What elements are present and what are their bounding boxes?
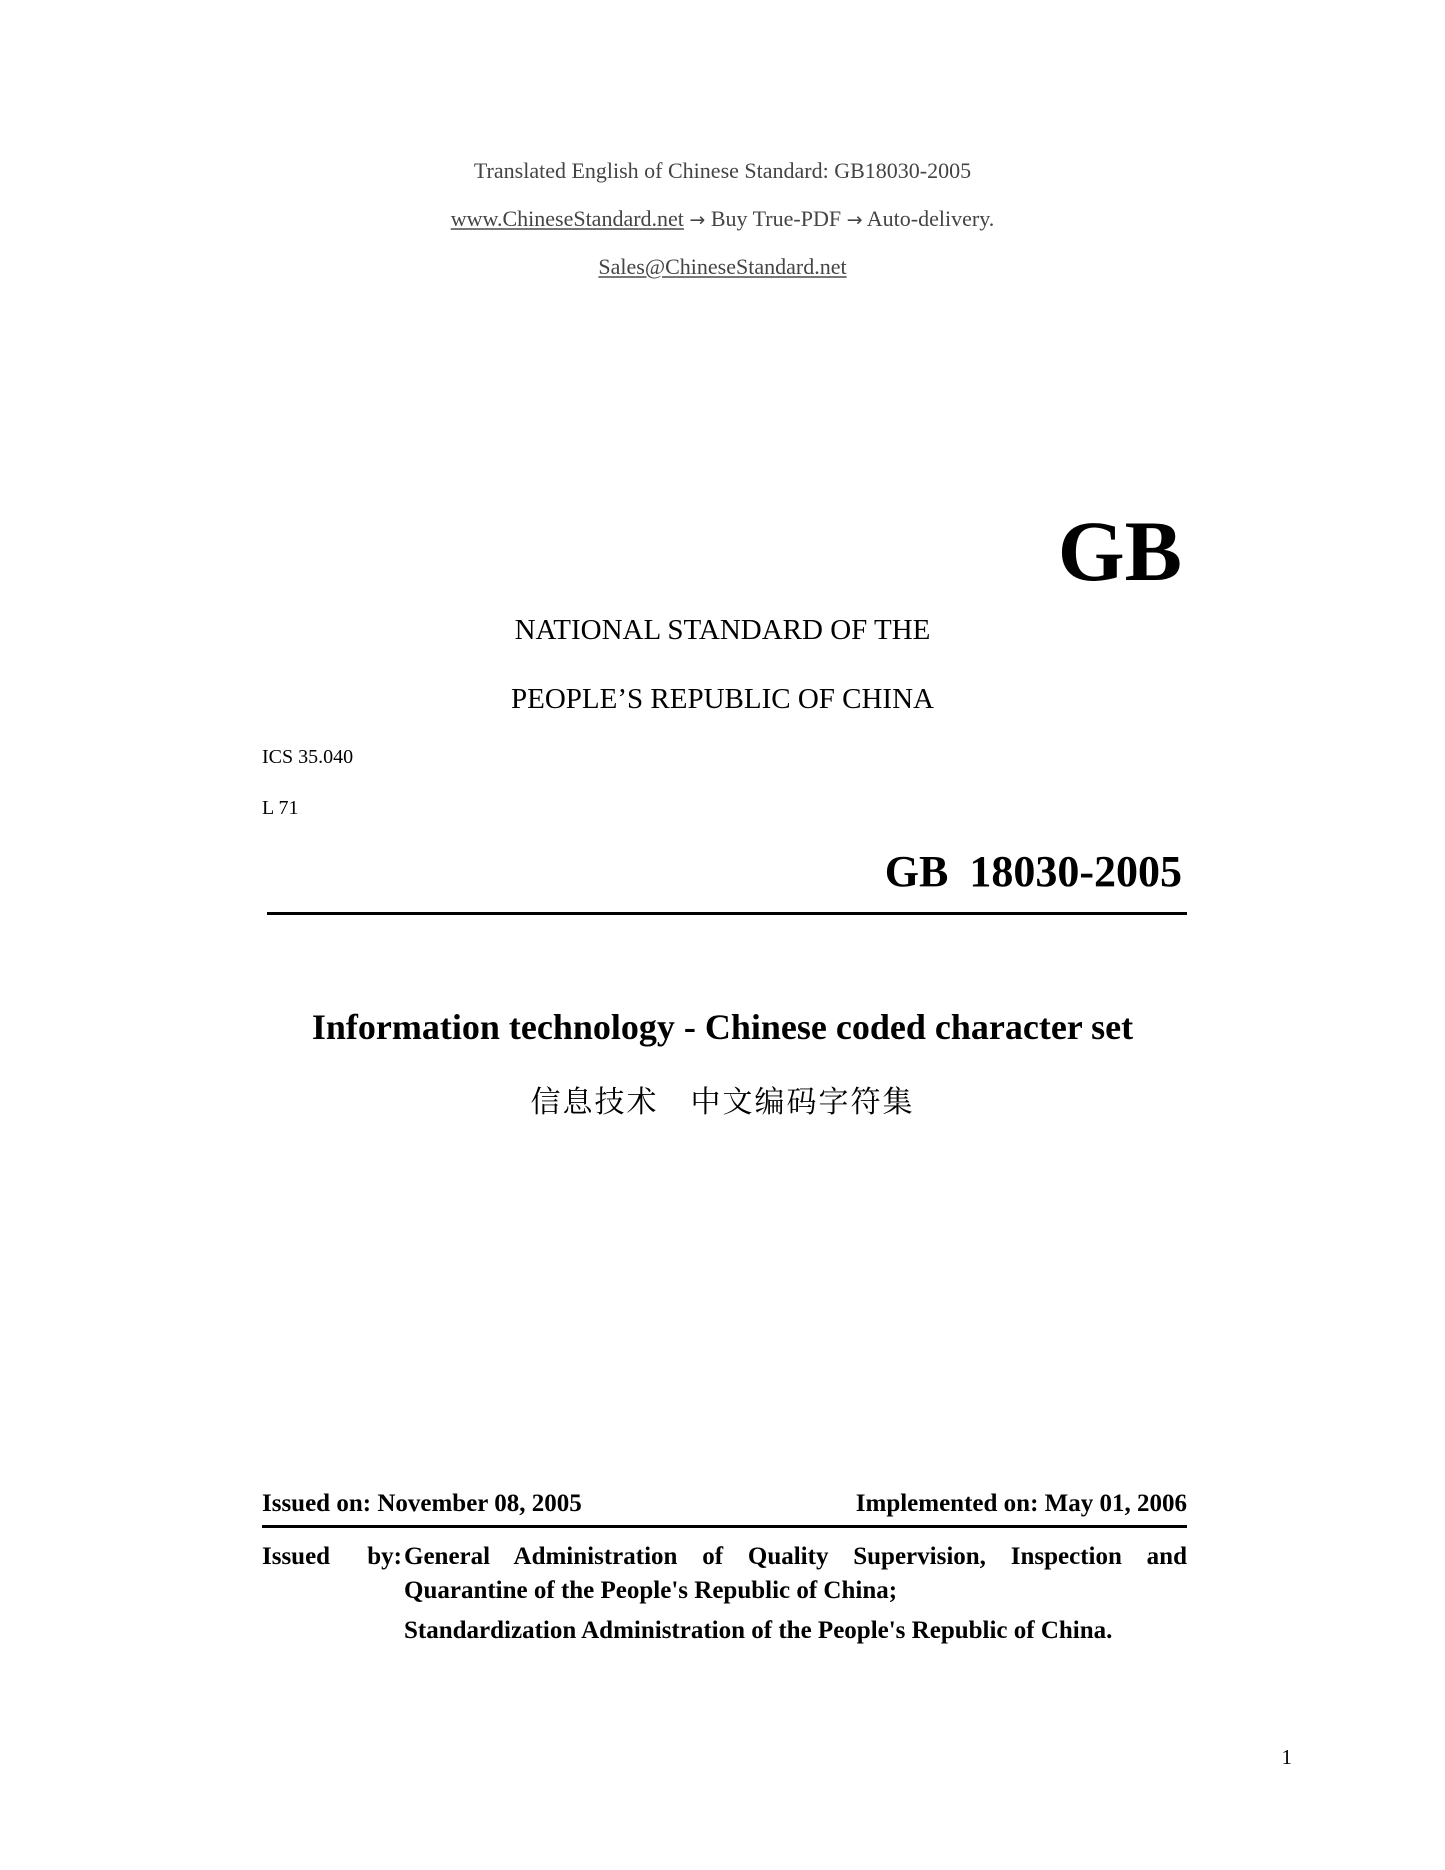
page-number: 1	[1281, 1745, 1292, 1769]
issued-by-block	[262, 1540, 1187, 1610]
ics-code: ICS 35.040	[262, 746, 354, 768]
site-link[interactable]: www.ChineseStandard.net	[450, 206, 684, 231]
issuer-1-line1: General Administration of Quality Supervision, Inspection and	[404, 1543, 1187, 1570]
translation-notice	[0, 158, 1445, 184]
email-line	[0, 254, 1445, 280]
translation-notice-text: Translated English of Chinese Standard: GB18030-2005	[473, 158, 972, 183]
purchase-line	[0, 206, 1445, 232]
buy-text: Buy True-PDF	[710, 206, 842, 231]
title-chinese: 信息技术 中文编码字符集	[530, 1085, 915, 1120]
dates-divider	[262, 1525, 1187, 1528]
dates-row	[262, 1490, 1187, 1518]
arrow-right-icon: →	[846, 209, 863, 231]
delivery-text: Auto-delivery.	[866, 206, 995, 231]
national-standard-line2: PEOPLE’S REPUBLIC OF CHINA	[511, 683, 934, 715]
standard-number: GB 18030-2005	[884, 847, 1182, 896]
implemented-on: Implemented on: May 01, 2006	[855, 1490, 1187, 1517]
sales-email-link[interactable]: Sales@ChineseStandard.net	[598, 254, 847, 279]
issuer-1-line2: Quarantine of the People's Republic of China;	[404, 1577, 898, 1604]
national-standard-line1: NATIONAL STANDARD OF THE	[514, 614, 931, 646]
title-english: Information technology - Chinese coded character set	[311, 1007, 1134, 1047]
divider-rule	[267, 912, 1187, 915]
class-code: L 71	[262, 797, 299, 819]
issuer-2: Standardization Administration of the People's Republic of China.	[404, 1617, 1113, 1644]
issued-on: Issued on: November 08, 2005	[262, 1490, 582, 1517]
gb-mark: GB	[1057, 503, 1182, 599]
issued-by-label: Issued by:	[262, 1543, 402, 1570]
issuer-1	[404, 1540, 1187, 1608]
arrow-right-icon: →	[689, 209, 706, 231]
